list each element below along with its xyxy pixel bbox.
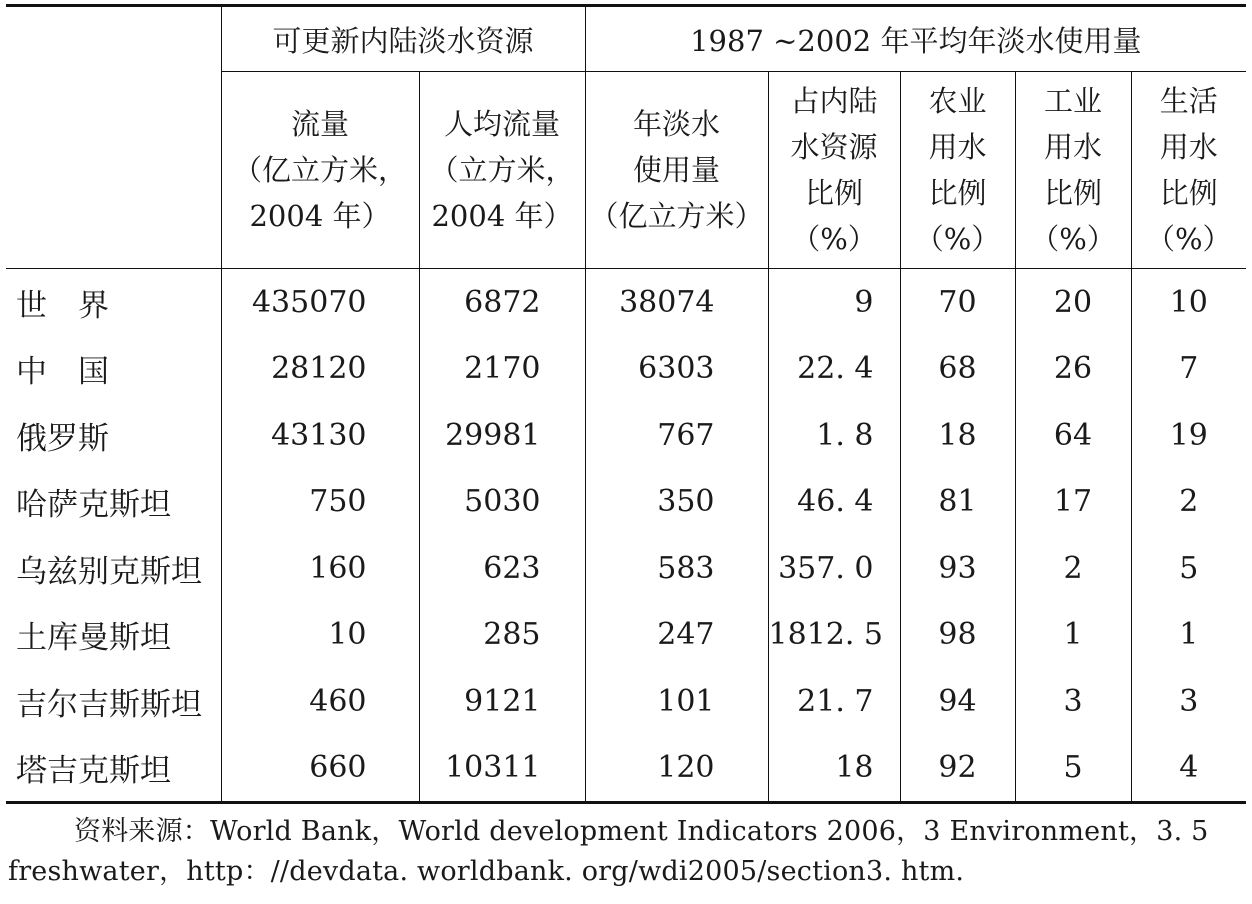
country-name: 塔吉克斯坦 xyxy=(6,735,221,803)
source-note-line-1: 资料来源：World Bank，World development Indicators 2006，3 Environment，3. 5 xyxy=(74,816,1209,847)
cell-industry: 1 xyxy=(1015,602,1131,669)
column-header-flow xyxy=(221,72,419,269)
cell-domestic: 7 xyxy=(1131,336,1246,403)
table-row xyxy=(6,735,1246,803)
header-line: 年淡水 xyxy=(633,107,721,141)
cell-flow: 28120 xyxy=(221,336,419,403)
header-line: 2004 年） xyxy=(249,199,391,233)
cell-industry: 5 xyxy=(1015,735,1131,803)
cell-share: 357. 0 xyxy=(768,535,900,602)
cell-flow: 460 xyxy=(221,668,419,735)
cell-industry: 3 xyxy=(1015,668,1131,735)
source-note xyxy=(8,812,1244,892)
cell-flow: 160 xyxy=(221,535,419,602)
corner-cell xyxy=(6,6,221,72)
cell-per-capita-flow: 29981 xyxy=(419,402,585,469)
cell-agriculture: 70 xyxy=(900,269,1015,336)
header-line: 比例 xyxy=(805,176,864,210)
header-line: 水资源 xyxy=(790,130,878,164)
cell-agriculture: 92 xyxy=(900,735,1015,803)
source-note-line-2: freshwater，http：//devdata. worldbank. org/wdi2005/section3. htm. xyxy=(8,856,965,887)
water-resources-table xyxy=(6,4,1246,804)
cell-annual-use: 767 xyxy=(585,402,768,469)
header-line: 用水 xyxy=(928,130,987,164)
header-line: 人均流量 xyxy=(444,107,561,141)
header-line: 工业 xyxy=(1044,84,1103,118)
cell-domestic: 10 xyxy=(1131,269,1246,336)
cell-industry: 20 xyxy=(1015,269,1131,336)
cell-annual-use: 247 xyxy=(585,602,768,669)
cell-per-capita-flow: 5030 xyxy=(419,469,585,536)
cell-domestic: 19 xyxy=(1131,402,1246,469)
header-line: （%） xyxy=(914,222,1001,256)
column-header-agriculture xyxy=(900,72,1015,269)
table-row xyxy=(6,469,1246,536)
cell-industry: 17 xyxy=(1015,469,1131,536)
cell-agriculture: 81 xyxy=(900,469,1015,536)
cell-domestic: 2 xyxy=(1131,469,1246,536)
header-line: （%） xyxy=(1146,222,1232,256)
cell-flow: 43130 xyxy=(221,402,419,469)
group-header-usage: 1987 ~2002 年平均年淡水使用量 xyxy=(585,6,1246,72)
cell-per-capita-flow: 2170 xyxy=(419,336,585,403)
table-row xyxy=(6,535,1246,602)
cell-agriculture: 68 xyxy=(900,336,1015,403)
column-header-domestic xyxy=(1131,72,1246,269)
country-name: 吉尔吉斯斯坦 xyxy=(16,686,202,723)
cell-flow: 435070 xyxy=(221,269,419,336)
header-line: （%） xyxy=(1030,222,1116,256)
header-line: 生活 xyxy=(1159,84,1218,118)
header-line: 占内陆 xyxy=(790,84,878,118)
group-header-row xyxy=(6,6,1246,72)
cell-annual-use: 120 xyxy=(585,735,768,803)
header-line: 比例 xyxy=(1159,176,1218,210)
table-row xyxy=(6,269,1246,336)
country-name: 世 界 xyxy=(16,287,109,324)
header-line: 流量 xyxy=(290,107,349,141)
cell-share: 1. 8 xyxy=(768,402,900,469)
cell-agriculture: 18 xyxy=(900,402,1015,469)
header-line: 比例 xyxy=(928,176,987,210)
cell-share: 46. 4 xyxy=(768,469,900,536)
header-line: （立方米， xyxy=(429,153,575,187)
table-row xyxy=(6,602,1246,669)
cell-domestic: 1 xyxy=(1131,602,1246,669)
table-row xyxy=(6,336,1246,403)
column-header-annual-use xyxy=(585,72,768,269)
corner-cell-lower xyxy=(6,72,221,269)
country-name: 乌兹别克斯坦 xyxy=(16,553,202,590)
cell-domestic: 3 xyxy=(1131,668,1246,735)
header-line: 比例 xyxy=(1044,176,1103,210)
cell-industry: 26 xyxy=(1015,336,1131,403)
group-header-renewable: 可更新内陆淡水资源 xyxy=(221,6,585,72)
cell-annual-use: 6303 xyxy=(585,336,768,403)
cell-flow: 750 xyxy=(221,469,419,536)
cell-domestic: 5 xyxy=(1131,535,1246,602)
cell-per-capita-flow: 10311 xyxy=(419,735,585,803)
cell-per-capita-flow: 9121 xyxy=(419,668,585,735)
header-line: （%） xyxy=(791,222,877,256)
column-header-share-of-resources xyxy=(768,72,900,269)
header-line: 用水 xyxy=(1044,130,1103,164)
column-header-industry xyxy=(1015,72,1131,269)
column-header-per-capita-flow xyxy=(419,72,585,269)
cell-share: 9 xyxy=(768,269,900,336)
header-line: 农业 xyxy=(928,84,987,118)
water-resources-table-container xyxy=(6,4,1246,804)
cell-agriculture: 98 xyxy=(900,602,1015,669)
cell-per-capita-flow: 6872 xyxy=(419,269,585,336)
cell-agriculture: 94 xyxy=(900,668,1015,735)
header-line: 使用量 xyxy=(633,153,721,187)
cell-industry: 2 xyxy=(1015,535,1131,602)
header-line: （亿立方米， xyxy=(232,153,407,187)
cell-annual-use: 583 xyxy=(585,535,768,602)
column-header-row xyxy=(6,72,1246,269)
cell-annual-use: 101 xyxy=(585,668,768,735)
cell-flow: 660 xyxy=(221,735,419,803)
country-name: 俄罗斯 xyxy=(16,420,109,457)
country-name: 中 国 xyxy=(16,354,109,391)
cell-flow: 10 xyxy=(221,602,419,669)
cell-agriculture: 93 xyxy=(900,535,1015,602)
cell-share: 1812. 5 xyxy=(768,602,900,669)
header-line: 用水 xyxy=(1159,130,1218,164)
cell-share: 22. 4 xyxy=(768,336,900,403)
cell-annual-use: 350 xyxy=(585,469,768,536)
table-row xyxy=(6,402,1246,469)
country-name: 土库曼斯坦 xyxy=(16,620,171,657)
header-line: 2004 年） xyxy=(431,199,573,233)
country-name: 哈萨克斯坦 xyxy=(16,487,171,524)
cell-per-capita-flow: 285 xyxy=(419,602,585,669)
cell-per-capita-flow: 623 xyxy=(419,535,585,602)
cell-share: 18 xyxy=(768,735,900,803)
cell-domestic: 4 xyxy=(1131,735,1246,803)
cell-share: 21. 7 xyxy=(768,668,900,735)
cell-industry: 64 xyxy=(1015,402,1131,469)
cell-annual-use: 38074 xyxy=(585,269,768,336)
table-row xyxy=(6,668,1246,735)
header-line: （亿立方米） xyxy=(589,199,764,233)
